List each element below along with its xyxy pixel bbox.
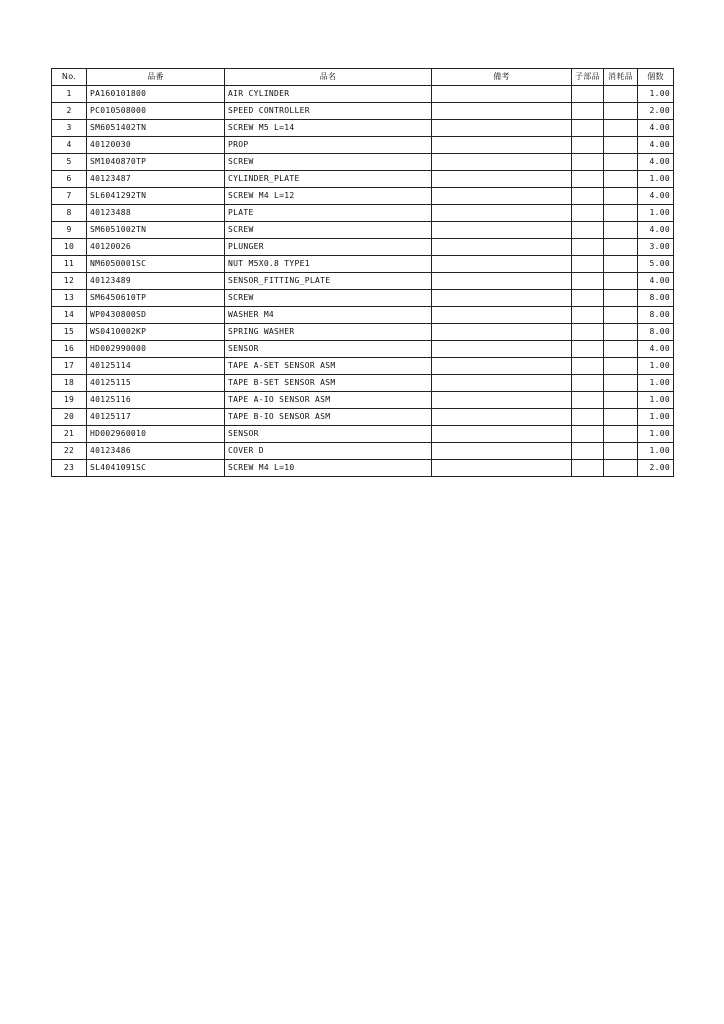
- remarks-cell: [432, 256, 572, 273]
- sub-part-cell: [572, 426, 604, 443]
- table-row: [52, 290, 674, 307]
- sub-part-cell: [572, 239, 604, 256]
- part-name-cell: TAPE A-SET SENSOR ASM: [225, 358, 432, 375]
- table-row: [52, 103, 674, 120]
- quantity-cell: 1.00: [638, 375, 674, 392]
- remarks-cell: [432, 392, 572, 409]
- table-row: [52, 273, 674, 290]
- header-consumable: 消耗品: [604, 69, 638, 86]
- part-number-cell: 40123488: [87, 205, 225, 222]
- part-number-cell: SL6041292TN: [87, 188, 225, 205]
- part-name-cell: SPEED CONTROLLER: [225, 103, 432, 120]
- part-number-cell: 40123489: [87, 273, 225, 290]
- part-number-cell: SM1040870TP: [87, 154, 225, 171]
- part-name-cell: PLATE: [225, 205, 432, 222]
- table-row: [52, 324, 674, 341]
- part-name-cell: PLUNGER: [225, 239, 432, 256]
- quantity-cell: 1.00: [638, 443, 674, 460]
- table-body: [52, 86, 674, 477]
- sub-part-cell: [572, 392, 604, 409]
- consumable-cell: [604, 409, 638, 426]
- table-row: [52, 171, 674, 188]
- row-no: 5: [52, 154, 87, 171]
- remarks-cell: [432, 426, 572, 443]
- table-row: [52, 205, 674, 222]
- consumable-cell: [604, 392, 638, 409]
- part-number-cell: 40125117: [87, 409, 225, 426]
- row-no: 4: [52, 137, 87, 154]
- part-number-cell: SM6051402TN: [87, 120, 225, 137]
- quantity-cell: 8.00: [638, 324, 674, 341]
- part-name-cell: CYLINDER_PLATE: [225, 171, 432, 188]
- part-number-cell: PA160101800: [87, 86, 225, 103]
- part-name-cell: SCREW: [225, 222, 432, 239]
- quantity-cell: 1.00: [638, 409, 674, 426]
- sub-part-cell: [572, 137, 604, 154]
- part-number-cell: HD002960010: [87, 426, 225, 443]
- table-row: [52, 86, 674, 103]
- remarks-cell: [432, 358, 572, 375]
- sub-part-cell: [572, 341, 604, 358]
- table-row: [52, 341, 674, 358]
- sub-part-cell: [572, 188, 604, 205]
- table-row: [52, 426, 674, 443]
- table-row: [52, 154, 674, 171]
- quantity-cell: 8.00: [638, 290, 674, 307]
- sub-part-cell: [572, 256, 604, 273]
- consumable-cell: [604, 443, 638, 460]
- sub-part-cell: [572, 154, 604, 171]
- sub-part-cell: [572, 460, 604, 477]
- row-no: 2: [52, 103, 87, 120]
- consumable-cell: [604, 120, 638, 137]
- row-no: 22: [52, 443, 87, 460]
- part-name-cell: TAPE B-SET SENSOR ASM: [225, 375, 432, 392]
- sub-part-cell: [572, 120, 604, 137]
- sub-part-cell: [572, 409, 604, 426]
- consumable-cell: [604, 154, 638, 171]
- part-name-cell: SCREW M5 L=14: [225, 120, 432, 137]
- remarks-cell: [432, 324, 572, 341]
- consumable-cell: [604, 358, 638, 375]
- part-name-cell: SCREW M4 L=10: [225, 460, 432, 477]
- consumable-cell: [604, 273, 638, 290]
- sub-part-cell: [572, 443, 604, 460]
- row-no: 17: [52, 358, 87, 375]
- sub-part-cell: [572, 290, 604, 307]
- row-no: 6: [52, 171, 87, 188]
- part-name-cell: SENSOR: [225, 341, 432, 358]
- part-number-cell: 40125114: [87, 358, 225, 375]
- remarks-cell: [432, 222, 572, 239]
- quantity-cell: 1.00: [638, 358, 674, 375]
- sub-part-cell: [572, 273, 604, 290]
- part-name-cell: PROP: [225, 137, 432, 154]
- consumable-cell: [604, 188, 638, 205]
- parts-list-table: [51, 68, 674, 477]
- row-no: 10: [52, 239, 87, 256]
- sub-part-cell: [572, 375, 604, 392]
- quantity-cell: 2.00: [638, 103, 674, 120]
- remarks-cell: [432, 460, 572, 477]
- remarks-cell: [432, 86, 572, 103]
- consumable-cell: [604, 307, 638, 324]
- part-name-cell: SCREW: [225, 154, 432, 171]
- part-number-cell: SM6450610TP: [87, 290, 225, 307]
- quantity-cell: 5.00: [638, 256, 674, 273]
- part-number-cell: 40120030: [87, 137, 225, 154]
- sub-part-cell: [572, 307, 604, 324]
- table-row: [52, 307, 674, 324]
- remarks-cell: [432, 188, 572, 205]
- part-number-cell: WS0410002KP: [87, 324, 225, 341]
- remarks-cell: [432, 273, 572, 290]
- header-sub-part: 子部品: [572, 69, 604, 86]
- quantity-cell: 4.00: [638, 341, 674, 358]
- quantity-cell: 1.00: [638, 86, 674, 103]
- consumable-cell: [604, 222, 638, 239]
- remarks-cell: [432, 205, 572, 222]
- remarks-cell: [432, 375, 572, 392]
- row-no: 13: [52, 290, 87, 307]
- row-no: 12: [52, 273, 87, 290]
- part-number-cell: SM6051002TN: [87, 222, 225, 239]
- part-number-cell: PC010508000: [87, 103, 225, 120]
- row-no: 19: [52, 392, 87, 409]
- remarks-cell: [432, 307, 572, 324]
- sub-part-cell: [572, 205, 604, 222]
- consumable-cell: [604, 290, 638, 307]
- quantity-cell: 2.00: [638, 460, 674, 477]
- row-no: 1: [52, 86, 87, 103]
- table-row: [52, 409, 674, 426]
- row-no: 18: [52, 375, 87, 392]
- row-no: 20: [52, 409, 87, 426]
- part-number-cell: WP0430800SD: [87, 307, 225, 324]
- table-row: [52, 375, 674, 392]
- quantity-cell: 8.00: [638, 307, 674, 324]
- remarks-cell: [432, 290, 572, 307]
- part-number-cell: 40125116: [87, 392, 225, 409]
- part-number-cell: HD002990000: [87, 341, 225, 358]
- table-header: [52, 69, 674, 86]
- part-name-cell: TAPE B-IO SENSOR ASM: [225, 409, 432, 426]
- part-name-cell: SPRING WASHER: [225, 324, 432, 341]
- consumable-cell: [604, 341, 638, 358]
- header-part-number: 品番: [87, 69, 225, 86]
- row-no: 16: [52, 341, 87, 358]
- consumable-cell: [604, 137, 638, 154]
- row-no: 14: [52, 307, 87, 324]
- header-row: [52, 69, 674, 86]
- sub-part-cell: [572, 358, 604, 375]
- remarks-cell: [432, 171, 572, 188]
- table-row: [52, 120, 674, 137]
- part-number-cell: 40123487: [87, 171, 225, 188]
- table-row: [52, 460, 674, 477]
- part-number-cell: 40120026: [87, 239, 225, 256]
- part-number-cell: 40123486: [87, 443, 225, 460]
- sub-part-cell: [572, 324, 604, 341]
- sub-part-cell: [572, 171, 604, 188]
- consumable-cell: [604, 171, 638, 188]
- remarks-cell: [432, 239, 572, 256]
- part-number-cell: 40125115: [87, 375, 225, 392]
- sub-part-cell: [572, 222, 604, 239]
- part-name-cell: SENSOR_FITTING_PLATE: [225, 273, 432, 290]
- header-no: No.: [52, 69, 87, 86]
- table-row: [52, 222, 674, 239]
- quantity-cell: 4.00: [638, 222, 674, 239]
- remarks-cell: [432, 137, 572, 154]
- quantity-cell: 4.00: [638, 273, 674, 290]
- consumable-cell: [604, 239, 638, 256]
- remarks-cell: [432, 120, 572, 137]
- consumable-cell: [604, 103, 638, 120]
- table-row: [52, 392, 674, 409]
- table-row: [52, 188, 674, 205]
- remarks-cell: [432, 341, 572, 358]
- quantity-cell: 4.00: [638, 154, 674, 171]
- remarks-cell: [432, 103, 572, 120]
- consumable-cell: [604, 324, 638, 341]
- remarks-cell: [432, 409, 572, 426]
- part-name-cell: WASHER M4: [225, 307, 432, 324]
- part-name-cell: NUT M5X0.8 TYPE1: [225, 256, 432, 273]
- consumable-cell: [604, 86, 638, 103]
- row-no: 7: [52, 188, 87, 205]
- row-no: 15: [52, 324, 87, 341]
- quantity-cell: 4.00: [638, 137, 674, 154]
- quantity-cell: 3.00: [638, 239, 674, 256]
- quantity-cell: 1.00: [638, 392, 674, 409]
- quantity-cell: 1.00: [638, 426, 674, 443]
- consumable-cell: [604, 426, 638, 443]
- row-no: 8: [52, 205, 87, 222]
- remarks-cell: [432, 443, 572, 460]
- row-no: 9: [52, 222, 87, 239]
- row-no: 21: [52, 426, 87, 443]
- consumable-cell: [604, 205, 638, 222]
- part-name-cell: TAPE A-IO SENSOR ASM: [225, 392, 432, 409]
- header-quantity: 個数: [638, 69, 674, 86]
- quantity-cell: 1.00: [638, 205, 674, 222]
- remarks-cell: [432, 154, 572, 171]
- table-row: [52, 239, 674, 256]
- part-name-cell: SCREW M4 L=12: [225, 188, 432, 205]
- table-row: [52, 443, 674, 460]
- table-row: [52, 137, 674, 154]
- row-no: 3: [52, 120, 87, 137]
- row-no: 23: [52, 460, 87, 477]
- quantity-cell: 1.00: [638, 171, 674, 188]
- quantity-cell: 4.00: [638, 188, 674, 205]
- consumable-cell: [604, 375, 638, 392]
- part-name-cell: AIR CYLINDER: [225, 86, 432, 103]
- quantity-cell: 4.00: [638, 120, 674, 137]
- table-row: [52, 256, 674, 273]
- header-part-name: 品名: [225, 69, 432, 86]
- part-name-cell: COVER D: [225, 443, 432, 460]
- part-name-cell: SCREW: [225, 290, 432, 307]
- part-number-cell: SL4041091SC: [87, 460, 225, 477]
- sub-part-cell: [572, 103, 604, 120]
- consumable-cell: [604, 256, 638, 273]
- header-remarks: 備考: [432, 69, 572, 86]
- row-no: 11: [52, 256, 87, 273]
- consumable-cell: [604, 460, 638, 477]
- part-number-cell: NM6050001SC: [87, 256, 225, 273]
- part-name-cell: SENSOR: [225, 426, 432, 443]
- table-row: [52, 358, 674, 375]
- sub-part-cell: [572, 86, 604, 103]
